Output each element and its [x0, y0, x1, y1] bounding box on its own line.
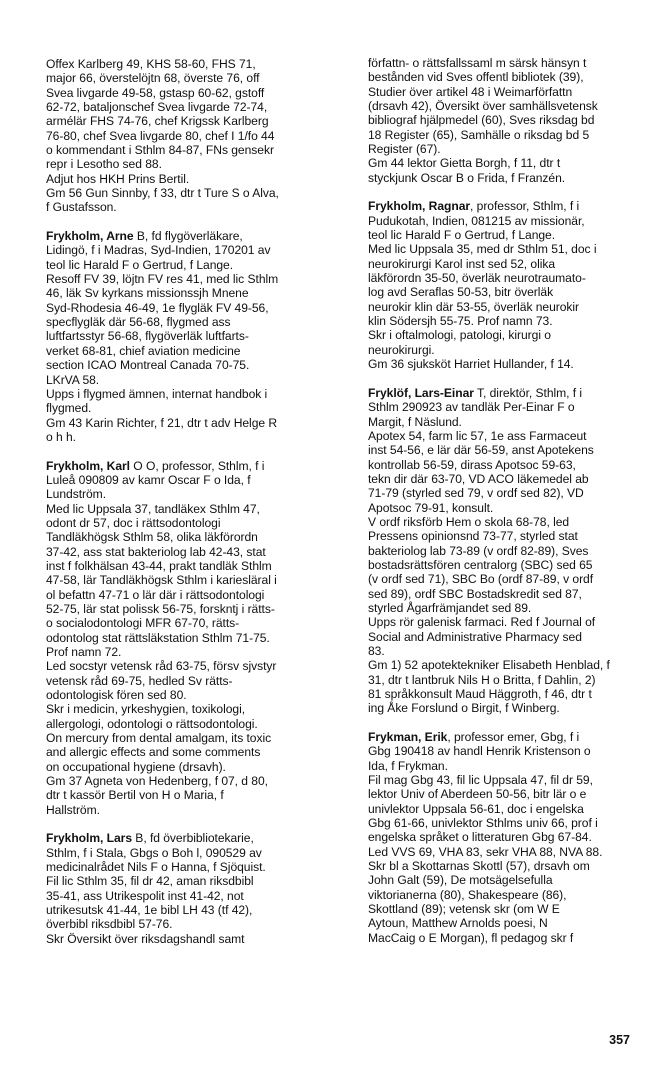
text-line: [46, 846, 348, 860]
entry-separator: [368, 372, 670, 386]
text-line: [368, 873, 670, 887]
entry-text: Skr i oftalmologi, patologi, kirurgi o: [368, 328, 551, 343]
text-line: [46, 329, 348, 343]
entry-name: Frykholm, Ragnar: [368, 199, 471, 214]
entry-text: Lundström.: [46, 487, 106, 502]
entry-text: Gm 56 Gun Sinnby, f 33, dtr t Ture S o Alva,: [46, 186, 279, 201]
entry-text: Med lic Uppsala 35, med dr Sthlm 51, doc i: [368, 242, 597, 257]
entry-text: Med lic Uppsala 37, tandläkex Sthlm 47,: [46, 501, 260, 516]
text-line: [368, 156, 670, 170]
entry-text: Studier över artikel 48 i Weimarförfattn: [368, 84, 573, 99]
entry-text: o kommendant i Sthlm 84-87, FNs gensekr: [46, 143, 274, 158]
text-line: [368, 357, 670, 371]
text-line: [368, 615, 670, 629]
entry-separator: [368, 716, 670, 730]
text-line: [368, 99, 670, 113]
text-line: [46, 616, 348, 630]
text-line: [46, 401, 348, 415]
entry-text: medicinalrådet Nils F o Hanna, f Sjöquist.: [46, 860, 266, 875]
entry-separator: [46, 444, 348, 458]
entry-text: Gm 1) 52 apotektekniker Elisabeth Henblad, f: [368, 658, 610, 673]
entry-text: Aytoun, Matthew Arnolds poesi, N: [368, 916, 548, 931]
entry-text: odont dr 57, doc i rättsodontologi: [46, 515, 221, 530]
entry-text: styrled Ågarfrämjandet sed 89.: [368, 600, 532, 615]
entry-text: LKrVA 58.: [46, 372, 100, 387]
entry-frykholm-karl: [46, 459, 348, 818]
text-line: [46, 545, 348, 559]
entry-frykholm-ragnar: [368, 199, 670, 371]
entry-frykholm-arne: [46, 229, 348, 444]
entry-text: , professor emer, Gbg, f i: [447, 730, 580, 745]
entry-text: Register (67).: [368, 142, 441, 157]
entry-text: 62-72, bataljonschef Svea livgarde 72-74,: [46, 100, 268, 115]
entry-frykholm-lars: [46, 831, 348, 946]
entry-text: kontrollab 56-59, dirass Apotsoc 59-63,: [368, 457, 576, 472]
entry-text: 47-58, lär Tandläkhögsk Sthlm i kariesläral i: [46, 573, 277, 588]
entry-text: Pudukotah, Indien, 081215 av missionär,: [368, 213, 585, 228]
entry-text: Margit, f Näslund.: [368, 414, 462, 429]
text-line: [46, 200, 348, 214]
text-line: [46, 788, 348, 802]
text-line: [368, 257, 670, 271]
text-line: [46, 487, 348, 501]
text-line: [46, 889, 348, 903]
entry-text: tekn dir där 63-70, VD ACO läkemedel ab: [368, 471, 589, 486]
entry-text: utrikesutsk 41-44, 1e bibl LH 43 (tf 42),: [46, 903, 253, 918]
text-line: [368, 85, 670, 99]
entry-text: Gm 43 Karin Richter, f 21, dtr t adv Helge R: [46, 415, 278, 430]
entry-text: (v ordf sed 71), SBC Bo (ordf 87-89, v ordf: [368, 572, 594, 587]
text-line: [46, 774, 348, 788]
text-line: [46, 917, 348, 931]
entry-text: lektor Univ of Aberdeen 50-56, bitr lär o e: [368, 787, 587, 802]
text-line: [368, 687, 670, 701]
entry-text: specflygläk där 56-68, flygmed ass: [46, 315, 231, 330]
text-line: [368, 386, 670, 400]
entry-text: ol befattn 47-71 o lär där i rättsodontologi: [46, 587, 265, 602]
text-line: [46, 301, 348, 315]
entry-text: 31, dtr t lantbruk Nils H o Britta, f Dahlin, 2): [368, 672, 596, 687]
entry-separator: [46, 215, 348, 229]
text-line: [368, 845, 670, 859]
text-line: [368, 128, 670, 142]
entry-text: O O, professor, Sthlm, f i: [129, 458, 265, 473]
entry-text: Gbg 190418 av handl Henrik Kristenson o: [368, 744, 591, 759]
text-line: [368, 300, 670, 314]
text-line: [368, 544, 670, 558]
text-line: [46, 272, 348, 286]
entry-text: 76-80, chef Svea livgarde 80, chef I 1/fo 44: [46, 128, 275, 143]
text-line: [368, 759, 670, 773]
text-line: [46, 573, 348, 587]
entry-text: Ida, f Frykman.: [368, 758, 448, 773]
text-line: [46, 416, 348, 430]
entry-text: styckjunk Oscar B o Frida, f Franzén.: [368, 170, 566, 185]
entry-text: major 66, överstelöjtn 68, överste 76, off: [46, 71, 260, 86]
entry-text: B, fd överbibliotekarie,: [132, 831, 254, 846]
entry-text: Sthlm, f i Stala, Gbgs o Boh l, 090529 av: [46, 845, 262, 860]
text-line: [46, 373, 348, 387]
entry-text: teol lic Harald F o Gertrud, f Lange.: [46, 257, 234, 272]
entry-text: Apotex 54, farm lic 57, 1e ass Farmaceut: [368, 428, 587, 443]
entry-text: Svea livgarde 49-58, gstasp 60-62, gstoff: [46, 85, 265, 100]
text-line: [368, 802, 670, 816]
entry-text: , professor, Sthlm, f i: [470, 199, 580, 214]
text-line: [368, 529, 670, 543]
text-line: [368, 113, 670, 127]
text-line: [46, 258, 348, 272]
text-line: [368, 56, 670, 70]
entry-text: B, fd flygöverläkare,: [133, 229, 243, 244]
text-line: [368, 601, 670, 615]
entry-text: Gbg 61-66, univlektor Sthlms univ 66, prof i: [368, 816, 598, 831]
text-line: [368, 630, 670, 644]
text-line: [368, 902, 670, 916]
entry-text: f Gustafsson.: [46, 200, 117, 215]
text-line: [368, 443, 670, 457]
entry-text: 37-42, ass stat bakteriolog lab 42-43, stat: [46, 544, 266, 559]
entry-text: (drsavh 42), Översikt över samhällsvetensk: [368, 99, 598, 114]
entry-text: Hallström.: [46, 802, 100, 817]
entry-text: dtr t kassör Bertil von H o Maria, f: [46, 788, 224, 803]
text-line: [368, 199, 670, 213]
text-line: [368, 429, 670, 443]
text-line: [46, 473, 348, 487]
text-line: [46, 860, 348, 874]
text-line: [46, 717, 348, 731]
entry-text: 46, läk Sv kyrkans missionssjh Mnene: [46, 286, 249, 301]
text-line: [368, 328, 670, 342]
entry-name: Frykholm, Arne: [46, 229, 134, 244]
text-line: [46, 387, 348, 401]
text-line: [368, 744, 670, 758]
entry-text: läkförordn 35-50, överläk neurotraumato-: [368, 271, 586, 286]
text-line: [46, 645, 348, 659]
entry-frykholm-lars-cont: [368, 56, 670, 185]
entry-text: Luleå 090809 av kamr Oscar F o Ida, f: [46, 472, 251, 487]
entry-text: 35-41, ass Utrikespolit inst 41-42, not: [46, 888, 244, 903]
entry-text: bibliograf hjälpmedel (60), Sves riksdag bd: [368, 113, 595, 128]
entry-separator: [368, 185, 670, 199]
text-line: [368, 70, 670, 84]
entry-text: Gm 44 lektor Gietta Borgh, f 11, dtr t: [368, 156, 561, 171]
entry-text: section ICAO Montreal Canada 70-75.: [46, 358, 250, 373]
entry-text: 71-79 (styrled sed 79, v ordf sed 82), VD: [368, 486, 584, 501]
text-line: [368, 314, 670, 328]
text-line: [368, 228, 670, 242]
right-column: [368, 56, 670, 945]
entry-text: Fil mag Gbg 43, fil lic Uppsala 47, fil dr 59,: [368, 773, 593, 788]
text-line: [368, 558, 670, 572]
text-line: [46, 143, 348, 157]
text-line: [368, 515, 670, 529]
entry-text: o h h.: [46, 429, 76, 444]
entry-text: on occupational hygiene (drsavh).: [46, 759, 226, 774]
text-line: [46, 631, 348, 645]
entry-text: viktorianerna (80), Shakespeare (86),: [368, 887, 567, 902]
text-line: [46, 71, 348, 85]
entry-name: Frykholm, Lars: [46, 831, 132, 846]
text-line: [46, 530, 348, 544]
text-line: [46, 502, 348, 516]
text-line: [46, 932, 348, 946]
entry-text: Sthlm 290923 av tandläk Per-Einar F o: [368, 400, 575, 415]
text-line: [46, 430, 348, 444]
entry-text: klin Södersjh 55-75. Prof namn 73.: [368, 314, 553, 329]
text-line: [46, 702, 348, 716]
entry-text: Skottland (89); vetensk skr (om W E: [368, 902, 560, 917]
entry-fryklof-lars-einar: [368, 386, 670, 716]
entry-text: bakteriolog lab 73-89 (v ordf 82-89), Sves: [368, 543, 589, 558]
text-line: [368, 859, 670, 873]
text-line: [46, 559, 348, 573]
entry-text: allergologi, odontologi o rättsodontologi.: [46, 716, 258, 731]
text-line: [46, 903, 348, 917]
entry-text: Pressens opinionsnd 73-77, styrled stat: [368, 529, 578, 544]
entry-text: Apotsoc 79-91, konsult.: [368, 500, 494, 515]
entry-text: verket 68-81, chief aviation medicine: [46, 343, 241, 358]
entry-text: 18 Register (65), Samhälle o riksdag bd 5: [368, 127, 590, 142]
entry-name: Fryklöf, Lars-Einar: [368, 385, 474, 400]
entry-text: neurokirurgi.: [368, 342, 435, 357]
entry-name: Frykholm, Karl: [46, 458, 130, 473]
entry-text: inst f folkhälsan 43-44, prakt tandläk Sthlm: [46, 558, 272, 573]
entry-text: On mercury from dental amalgam, its toxic: [46, 731, 272, 746]
entry-text: 83.: [368, 644, 385, 658]
entry-text: V ordf riksförb Hem o skola 68-78, led: [368, 514, 570, 529]
entry-text: neurokir klin där 53-55, överläk neurokir: [368, 299, 580, 314]
text-line: [368, 142, 670, 156]
page-number: 357: [609, 1033, 630, 1047]
entry-separator: [46, 817, 348, 831]
text-line: [46, 745, 348, 759]
entry-text: flygmed.: [46, 401, 92, 416]
entry-text: repr i Lesotho sed 88.: [46, 157, 162, 172]
text-line: [368, 658, 670, 672]
entry-text: armélär FHS 74-76, chef Krigssk Karlberg: [46, 114, 269, 129]
entry-text: Skr bl a Skottarnas Skottl (57), drsavh om: [368, 859, 590, 874]
entry-text: bostadsrättsfören centralorg (SBC) sed 65: [368, 557, 593, 572]
text-line: [368, 730, 670, 744]
text-line: [368, 816, 670, 830]
text-line: [46, 243, 348, 257]
entry-text: engelska språket o litteraturen Gbg 67-84.: [368, 830, 592, 845]
entry-text: Skr i medicin, yrkeshygien, toxikologi,: [46, 702, 246, 717]
entry-text: odontolog stat rättsläkstation Sthlm 71-75.: [46, 630, 270, 645]
text-line: [46, 186, 348, 200]
entry-text: bestånden vid Sves offentl bibliotek (39),: [368, 70, 584, 85]
text-line: [46, 516, 348, 530]
text-line: [368, 501, 670, 515]
text-line: [368, 787, 670, 801]
text-line: [46, 803, 348, 817]
text-line: [368, 673, 670, 687]
text-line: [368, 931, 670, 945]
entry-text: log avd Seraflas 50-53, bitr överläk: [368, 285, 554, 300]
entry-text: odontologisk fören sed 80.: [46, 688, 187, 703]
text-line: [46, 315, 348, 329]
text-line: [368, 171, 670, 185]
entry-text: Led VVS 69, VHA 83, sekr VHA 88, NVA 88.: [368, 844, 603, 859]
text-line: [368, 242, 670, 256]
entry-frykman-erik: [368, 730, 670, 945]
text-line: [368, 916, 670, 930]
text-line: [46, 344, 348, 358]
left-column: [46, 57, 348, 946]
text-line: [46, 57, 348, 71]
text-line: [368, 472, 670, 486]
entry-text: Gm 36 sjuksköt Harriet Hullander, f 14.: [368, 357, 574, 372]
text-line: [46, 459, 348, 473]
text-line: [46, 157, 348, 171]
entry-text: Offex Karlberg 49, KHS 58-60, FHS 71,: [46, 57, 256, 71]
entry-text: neurokirurgi Karol inst sed 52, olika: [368, 256, 556, 271]
entry-text: ing Åke Forslund o Birgit, f Winberg.: [368, 701, 560, 716]
entry-text: 52-75, lär stat polissk 56-75, forskntj i rätts-: [46, 601, 275, 616]
entry-text: univlektor Uppsala 56-61, doc i engelska: [368, 801, 584, 816]
entry-text: Adjut hos HKH Prins Bertil.: [46, 171, 190, 186]
entry-text: T, direktör, Sthlm, f i: [473, 385, 583, 400]
text-line: [46, 674, 348, 688]
entry-text: vetensk råd 69-75, hedled Sv rätts-: [46, 673, 233, 688]
text-line: [46, 659, 348, 673]
entry-text: Prof namn 72.: [46, 645, 122, 659]
entry-text: teol lic Harald F o Gertrud, f Lange.: [368, 228, 556, 243]
text-line: [368, 486, 670, 500]
text-line: [46, 602, 348, 616]
text-line: [368, 415, 670, 429]
entry-text: Upps i flygmed ämnen, internat handbok i: [46, 386, 268, 401]
text-line: [46, 731, 348, 745]
entry-text: 81 språkkonsult Maud Häggroth, f 46, dtr t: [368, 687, 592, 702]
entry-text: Upps rör galenisk farmaci. Red f Journal of: [368, 615, 596, 630]
text-line: [368, 285, 670, 299]
text-line: [368, 400, 670, 414]
text-line: [368, 271, 670, 285]
text-line: [368, 830, 670, 844]
text-line: [368, 773, 670, 787]
text-line: [46, 100, 348, 114]
entry-text: Skr Översikt över riksdagshandl samt: [46, 931, 245, 946]
text-line: [368, 572, 670, 586]
entry-text: författn- o rättsfallssaml m särsk hänsyn t: [368, 56, 587, 70]
text-line: [46, 874, 348, 888]
entry-text: Fil lic Sthlm 35, fil dr 42, aman riksdbibl: [46, 874, 254, 889]
text-line: [46, 588, 348, 602]
text-line: [46, 760, 348, 774]
entry-name: Frykman, Erik: [368, 730, 448, 745]
entry-text: Led socstyr vetensk råd 63-75, försv sjvstyr: [46, 659, 277, 674]
entry-offex-cont: [46, 57, 348, 215]
entry-text: Syd-Rhodesia 46-49, 1e flygläk FV 49-56,: [46, 300, 269, 315]
entry-text: MacCaig o E Morgan), fl pedagog skr f: [368, 930, 574, 945]
text-line: [368, 701, 670, 715]
entry-text: Gm 37 Agneta von Hedenberg, f 07, d 80,: [46, 774, 268, 789]
text-line: [368, 587, 670, 601]
text-line: [46, 286, 348, 300]
text-line: [46, 229, 348, 243]
entry-text: Tandläkhögsk Sthlm 58, olika läkförordn: [46, 530, 258, 545]
text-line: [368, 458, 670, 472]
text-line: [46, 172, 348, 186]
text-line: [46, 114, 348, 128]
text-line: [46, 129, 348, 143]
entry-text: luftfartsstyr 56-68, flygöverläk luftfarts-: [46, 329, 249, 344]
text-line: [368, 644, 670, 658]
entry-text: överbibl riksdbibl 57-76.: [46, 917, 173, 932]
entry-text: and allergic effects and some comments: [46, 745, 261, 760]
text-line: [46, 831, 348, 845]
text-line: [46, 86, 348, 100]
text-line: [368, 343, 670, 357]
entry-text: Resoff FV 39, löjtn FV res 41, med lic Sthlm: [46, 272, 279, 287]
entry-text: sed 89), ordf SBC Bostadskredit sed 87,: [368, 586, 582, 601]
text-line: [368, 888, 670, 902]
text-line: [368, 214, 670, 228]
entry-text: inst 54-56, e lär där 56-59, anst Apotekens: [368, 443, 594, 458]
entry-text: Lidingö, f i Madras, Syd-Indien, 170201 av: [46, 243, 271, 258]
entry-text: Social and Administrative Pharmacy sed: [368, 629, 582, 644]
text-line: [46, 688, 348, 702]
text-line: [46, 358, 348, 372]
entry-text: o socialodontologi MFR 67-70, rätts-: [46, 616, 240, 631]
entry-text: John Galt (59), De motsägelsefulla: [368, 873, 553, 888]
